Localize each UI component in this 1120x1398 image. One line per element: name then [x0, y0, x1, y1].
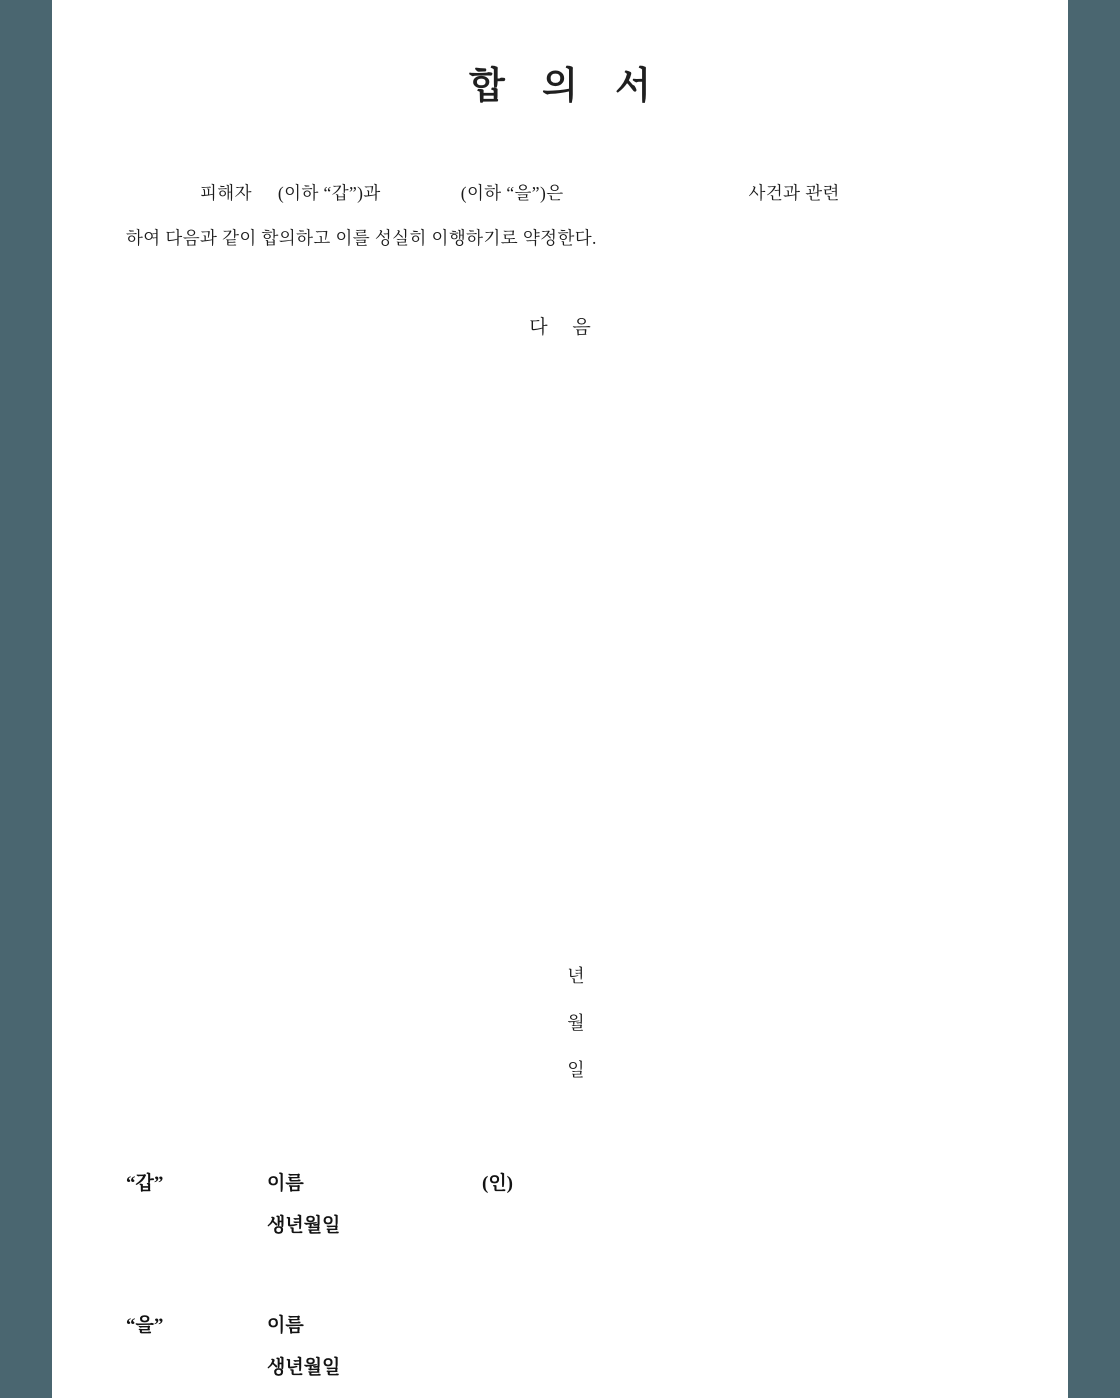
signature-birth-row — [112, 1205, 1008, 1247]
date-year-label: 년 — [567, 966, 586, 987]
signature-birth-row — [112, 1347, 1008, 1389]
signature-block — [112, 1163, 1008, 1388]
page-margin-band-right — [1068, 0, 1120, 1398]
victim-label: 피해자 — [200, 183, 252, 203]
date-line — [112, 941, 1008, 1103]
page-margin-band-left — [0, 0, 52, 1398]
party-label-gap: “갑” — [126, 1173, 164, 1195]
intro-paragraph — [112, 171, 1008, 260]
name-label-gap: 이름 — [267, 1173, 304, 1195]
name-label-eul: 이름 — [267, 1314, 304, 1336]
party-label-eul: “을” — [126, 1314, 164, 1336]
section-heading-daeum: 다 음 — [529, 317, 601, 339]
signature-party-gap — [112, 1163, 1008, 1247]
date-month-label: 월 — [567, 1013, 586, 1034]
signature-party-eul — [112, 1305, 1008, 1389]
party-b-paren: (이하 “을”)은 — [460, 183, 564, 203]
date-day-label: 일 — [567, 1060, 586, 1081]
intro-line-two: 하여 다음과 같이 합의하고 이를 성실히 이행하기로 약정한다. — [126, 227, 597, 248]
birth-label-gap: 생년월일 — [267, 1215, 341, 1237]
intro-line-one — [112, 171, 1008, 216]
page-title: 합 의 서 — [469, 66, 665, 107]
signature-name-row — [112, 1163, 1008, 1205]
seal-label-gap: (인) — [482, 1173, 514, 1195]
party-a-paren: (이하 “갑”)과 — [277, 183, 381, 203]
paper-sheet — [52, 0, 1068, 1398]
signature-name-row — [112, 1305, 1008, 1347]
birth-label-eul: 생년월일 — [267, 1356, 341, 1378]
agreement-body-blank-area — [112, 339, 1008, 899]
case-text: 사건과 관련 — [748, 183, 840, 203]
